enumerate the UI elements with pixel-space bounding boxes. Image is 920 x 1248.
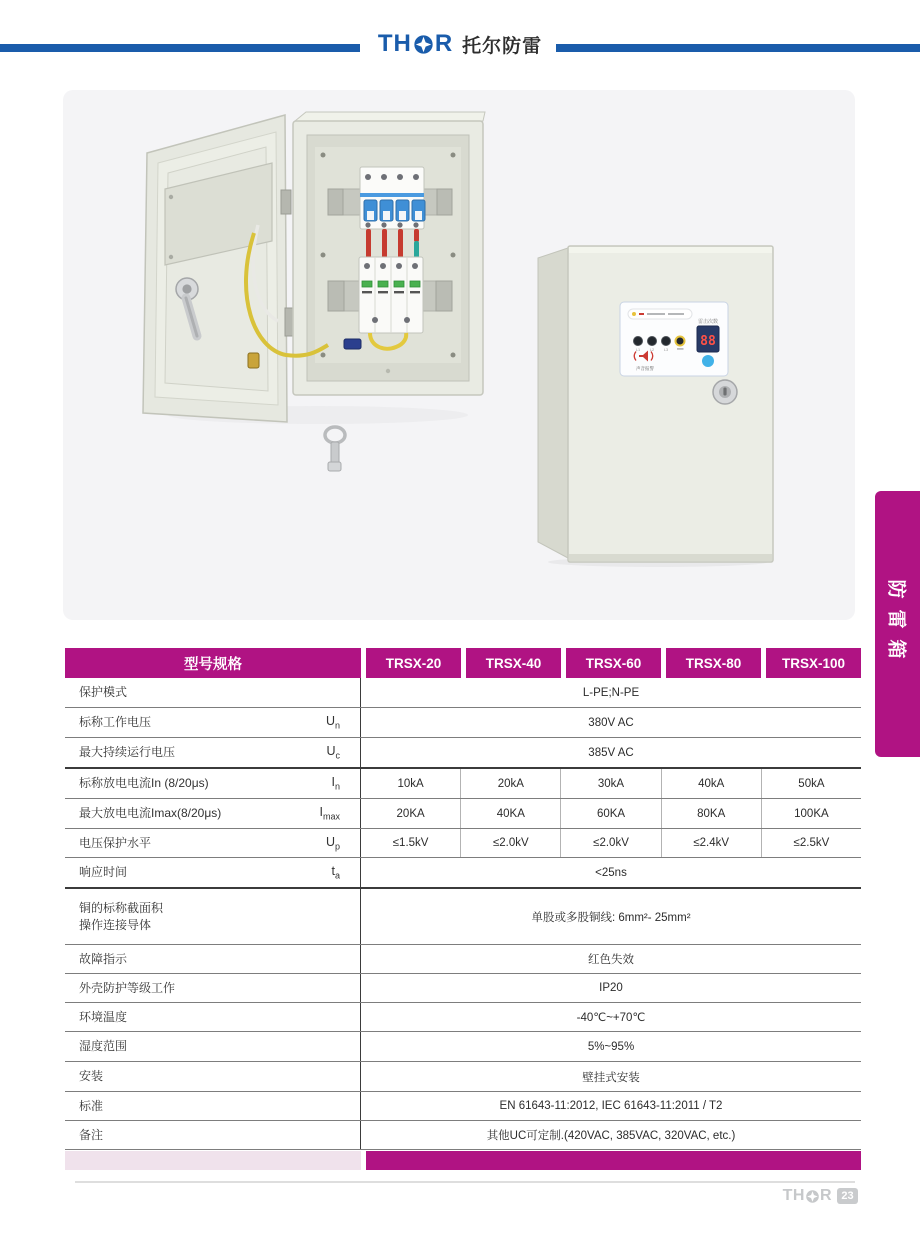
row-value: 单股或多股铜线: 6mm²- 25mm²: [531, 911, 691, 924]
row-value: 30kA: [560, 769, 660, 798]
section-tab-surge-box: [875, 491, 920, 757]
thor-logo-r: R: [434, 30, 454, 57]
table-row: [65, 1002, 861, 1031]
brand-chinese: 托尔防雷: [462, 35, 543, 57]
row-value: 5%~95%: [587, 1040, 635, 1053]
row-label: 响应时间: [79, 865, 128, 880]
led-label-l3: L3: [663, 348, 669, 352]
row-value: ≤2.0kV: [560, 829, 660, 857]
header-trsx-40: TRSX-40: [466, 648, 561, 678]
row-value: ≤1.5kV: [392, 837, 429, 849]
table-row: [65, 1120, 861, 1150]
led-l3: [662, 337, 671, 346]
table-row: [65, 1061, 861, 1091]
table-footer-bar-left: [65, 1151, 361, 1170]
row-value: ≤2.4kV: [661, 829, 761, 857]
door-lock: [713, 380, 737, 404]
table-row: [65, 857, 861, 887]
row-symbol: $U_n$: [325, 714, 340, 731]
thor-logo-o-icon: [414, 35, 433, 54]
closed-surge-box-photo: [528, 238, 778, 568]
header-trsx-100: TRSX-100: [766, 648, 861, 678]
row-value: ≤2.0kV: [460, 829, 560, 857]
row-value: 380V AC: [588, 716, 634, 729]
table-row: [65, 737, 861, 767]
row-label: 标准: [79, 1098, 104, 1113]
row-value: 80KA: [661, 799, 761, 828]
table-row: [65, 828, 861, 857]
table-row: [65, 944, 861, 973]
row-label: 保护模式: [79, 685, 128, 700]
led-alarm: [676, 337, 685, 346]
thor-logo: [378, 30, 453, 58]
row-value: 20KA: [396, 807, 425, 820]
page-title: [0, 30, 920, 58]
row-value: 壁挂式安装: [582, 1071, 640, 1084]
row-value: -40℃~+70℃: [576, 1012, 646, 1024]
row-value: 100KA: [761, 799, 861, 828]
spec-table-header: [65, 648, 861, 678]
row-value: 50kA: [761, 769, 861, 798]
row-value: 40kA: [661, 769, 761, 798]
row-value: 红色失效: [588, 954, 634, 966]
row-symbol: $I_n$: [331, 775, 340, 792]
row-value: IP20: [599, 982, 623, 994]
row-label: 电压保护水平: [79, 835, 152, 850]
spec-table-body: [65, 678, 861, 1150]
table-row: [65, 973, 861, 1002]
alarm-label: 声音报警: [636, 366, 654, 371]
row-value: 10kA: [397, 777, 424, 790]
row-value: 385V AC: [588, 746, 634, 759]
header-trsx-60: TRSX-60: [566, 648, 661, 678]
product-photo-panel: [63, 90, 855, 620]
footer-thor-r: R: [819, 1187, 832, 1204]
row-symbol: $I_{max}$: [319, 805, 340, 822]
table-row: [65, 678, 861, 707]
row-label: 湿度范围: [79, 1039, 128, 1054]
table-row: [65, 707, 861, 737]
footer-thor-o-icon: [806, 1190, 819, 1203]
row-label: 标称放电电流In (8/20μs): [79, 776, 209, 791]
footer-brand: [783, 1187, 858, 1205]
row-label: 最大持续运行电压: [79, 745, 176, 760]
footer-rule: [75, 1181, 855, 1183]
thor-logo-th: TH: [377, 30, 412, 57]
row-value: 60KA: [560, 799, 660, 828]
header-trsx-80: TRSX-80: [666, 648, 761, 678]
row-value: 20kA: [460, 769, 560, 798]
table-row: [65, 887, 861, 944]
table-row: [65, 1031, 861, 1061]
panel-legend: [628, 309, 692, 319]
strike-counter-label: 雷击次数: [697, 319, 719, 325]
table-footer-bar: [65, 1151, 861, 1170]
table-footer-bar-right: [366, 1151, 861, 1170]
led-l2: [648, 337, 657, 346]
row-label: 外壳防护等级工作: [79, 980, 176, 995]
header-model-spec: 型号规格: [65, 648, 361, 678]
strike-counter-value: 88: [700, 334, 716, 349]
row-symbol: $U_p$: [325, 834, 340, 852]
table-row: [65, 798, 861, 828]
table-row: [65, 767, 861, 798]
row-value: ≤2.5kV: [761, 829, 861, 857]
row-label: 故障指示: [79, 951, 128, 966]
row-label: 备注: [79, 1127, 104, 1142]
row-label: 安装: [79, 1069, 104, 1084]
indicator-panel: [620, 302, 728, 376]
box-body: [293, 112, 485, 395]
row-label: 标称工作电压: [79, 715, 152, 730]
led-l1: [634, 337, 643, 346]
row-value: 40KA: [460, 799, 560, 828]
row-label: 最大放电电流Imax(8/20μs): [79, 806, 222, 821]
header-trsx-20: TRSX-20: [366, 648, 461, 678]
led-label-l1: L1: [635, 348, 641, 352]
row-label: 铜的标称截面积 操作连接导体: [79, 901, 164, 932]
box-door: [143, 115, 295, 422]
spec-table: [65, 648, 861, 1170]
section-tab-label: 防雷箱: [885, 578, 907, 670]
led-label-alarm: [677, 348, 684, 350]
table-row: [65, 1091, 861, 1120]
test-button: [702, 355, 714, 367]
footer-thor-th: TH: [782, 1187, 805, 1204]
row-label: 环境温度: [79, 1009, 128, 1024]
row-symbol: $U_c$: [326, 744, 340, 761]
led-label-l2: L2: [649, 348, 655, 352]
row-symbol: $t_a$: [331, 864, 340, 881]
row-value: 其他UC可定制.(420VAC, 385VAC, 320VAC, etc.): [486, 1130, 736, 1142]
row-value: EN 61643-11:2012, IEC 61643-11:2011 / T2: [499, 1100, 723, 1112]
key-photo: [325, 427, 345, 471]
row-value: L-PE;N-PE: [582, 686, 640, 699]
open-surge-box-photo: [138, 105, 508, 485]
page-number-badge: 23: [837, 1188, 858, 1204]
footer-thor-logo: [783, 1187, 832, 1205]
row-value: <25ns: [595, 866, 627, 879]
